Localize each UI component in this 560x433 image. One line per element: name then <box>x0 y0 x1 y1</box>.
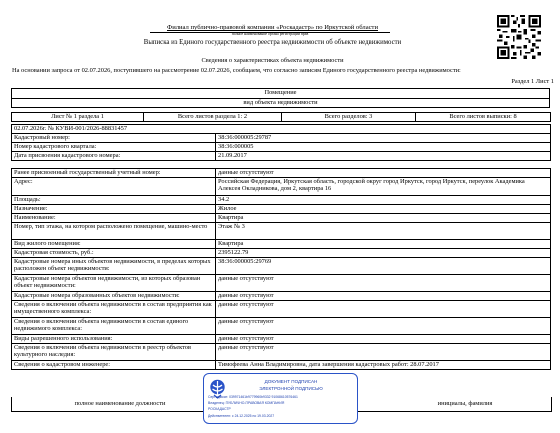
row-label: Назначение: <box>12 205 216 214</box>
row-label: Виды разрешенного использования: <box>12 335 216 344</box>
stamp-title-1: ДОКУМЕНТ ПОДПИСАН <box>264 379 318 384</box>
stamp-certificate: Сертификат: 039971461b9779960b9332 91068610576461 <box>208 395 298 399</box>
table-row <box>12 196 551 205</box>
row-label: Кадастровые номера объектов недвижимости, из которых образован объект недвижимости: <box>12 275 216 292</box>
cadastral-summary-table <box>11 124 551 161</box>
sections-total: Всего разделов: 3 <box>282 113 416 122</box>
table-row <box>12 214 551 223</box>
stamp-title-2: ЭЛЕКТРОННОЙ ПОДПИСЬЮ <box>259 386 323 391</box>
row-value: 2395122.79 <box>216 249 551 258</box>
row-value: Квартира <box>216 214 551 223</box>
section-sheets-total: Всего листов раздела 1: 2 <box>144 113 282 122</box>
table-row <box>12 178 551 196</box>
row-label: Номер, тип этажа, на котором расположено помещение, машино-место <box>12 223 216 240</box>
row-label: Сведения о включении объекта недвижимости в реестр объектов культурного наследия: <box>12 344 216 361</box>
table-row <box>12 292 551 301</box>
row-label: Адрес: <box>12 178 216 196</box>
row-label: Вид жилого помещения: <box>12 240 216 249</box>
row-value: данные отсутствуют <box>216 301 551 318</box>
organization-caption: полное наименование органа регистрации прав <box>231 32 309 36</box>
position-caption: полное наименование должности <box>74 400 166 407</box>
row-value: данные отсутствуют <box>216 169 551 178</box>
table-row <box>12 301 551 318</box>
row-value: данные отсутствуют <box>216 275 551 292</box>
table-row <box>12 223 551 240</box>
characteristics-table <box>11 168 551 370</box>
stamp-validity: Действителен: с 24.12.2025 по 19.03.2027 <box>208 414 275 418</box>
stamp-owner-2: РОСКАДАСТР <box>208 407 231 411</box>
table-row <box>12 240 551 249</box>
document-title: Выписка из Единого государственного реестра недвижимости об объекте недвижимости <box>143 39 402 46</box>
table-row <box>12 249 551 258</box>
table-row <box>12 318 551 335</box>
table-row <box>12 344 551 361</box>
table-row <box>12 169 551 178</box>
sheet-info-row <box>11 112 551 122</box>
cadastral-number-value: 38:36:000005:29787 <box>216 134 551 143</box>
row-value: Жилое <box>216 205 551 214</box>
row-label: Наименование: <box>12 214 216 223</box>
assignment-date-label: Дата присвоения кадастрового номера: <box>12 152 216 161</box>
row-value: 38:36:000005:29769 <box>216 258 551 275</box>
row-value: данные отсутствуют <box>216 335 551 344</box>
organization-name: Филиал публично-правовой компании «Роскадастр» по Иркутской области <box>167 24 378 31</box>
row-value: данные отсутствуют <box>216 344 551 361</box>
row-value: 34.2 <box>216 196 551 205</box>
row-value: Российская Федерация, Иркутская область, городской округ город Иркутск, город Иркутск, переулок Академика Алексея Окладникова, дом 2, квартира 16 <box>216 178 551 196</box>
row-value: Этаж № 3 <box>216 223 551 240</box>
request-basis: На основании запроса от 02.07.2026, поступившего на рассмотрение 02.07.2026, сообщаем, что согласно записям Единого государственного реестра недвижимости: <box>12 67 461 74</box>
section-page-label: Раздел 1 Лист 1 <box>511 78 554 85</box>
extract-number: 02.07.2026г. № КУВИ-001/2026-88831457 <box>12 125 551 134</box>
row-label: Кадастровые номера образованных объектов недвижимости: <box>12 292 216 301</box>
row-value: данные отсутствуют <box>216 318 551 335</box>
assignment-date-value: 21.09.2017 <box>216 152 551 161</box>
object-type-caption: вид объекта недвижимости <box>12 99 550 108</box>
row-value: Тимофеева Анна Владимировна, дата завершения кадастровых работ: 28.07.2017 <box>216 361 551 370</box>
sheet-number: Лист № 1 раздела 1 <box>12 113 144 122</box>
qr-code-icon <box>497 15 541 59</box>
name-caption: инициалы, фамилия <box>437 400 493 407</box>
row-label: Сведения о кадастровом инженере: <box>12 361 216 370</box>
row-label: Ранее присвоенный государственный учетный номер: <box>12 169 216 178</box>
object-type: Помещение <box>12 89 550 99</box>
stamp-owner-1: Владелец: ПУБЛИЧНО-ПРАВОВАЯ КОМПАНИЯ <box>208 401 285 405</box>
row-value: данные отсутствуют <box>216 292 551 301</box>
row-label: Площадь: <box>12 196 216 205</box>
row-label: Сведения о включении объекта недвижимости в состав предприятия как имущественного комплекса: <box>12 301 216 318</box>
document-subtitle: Сведения о характеристиках объекта недвижимости <box>201 57 344 64</box>
table-row <box>12 258 551 275</box>
cadastral-quarter-label: Номер кадастрового квартала: <box>12 143 216 152</box>
table-row <box>12 335 551 344</box>
row-label: Сведения о включении объекта недвижимости в состав единого недвижимого комплекса: <box>12 318 216 335</box>
table-row <box>12 275 551 292</box>
table-row <box>12 361 551 370</box>
electronic-signature-stamp <box>203 373 358 424</box>
row-label: Кадастровые номера иных объектов недвижимости, в пределах которых расположен объект недвижимости: <box>12 258 216 275</box>
extract-sheets-total: Всего листов выписки: 8 <box>416 113 551 122</box>
object-type-table <box>11 88 550 108</box>
cadastral-quarter-value: 38:36:000005 <box>216 143 551 152</box>
table-row <box>12 205 551 214</box>
row-value: Квартира <box>216 240 551 249</box>
row-label: Кадастровая стоимость, руб.: <box>12 249 216 258</box>
cadastral-number-label: Кадастровый номер: <box>12 134 216 143</box>
